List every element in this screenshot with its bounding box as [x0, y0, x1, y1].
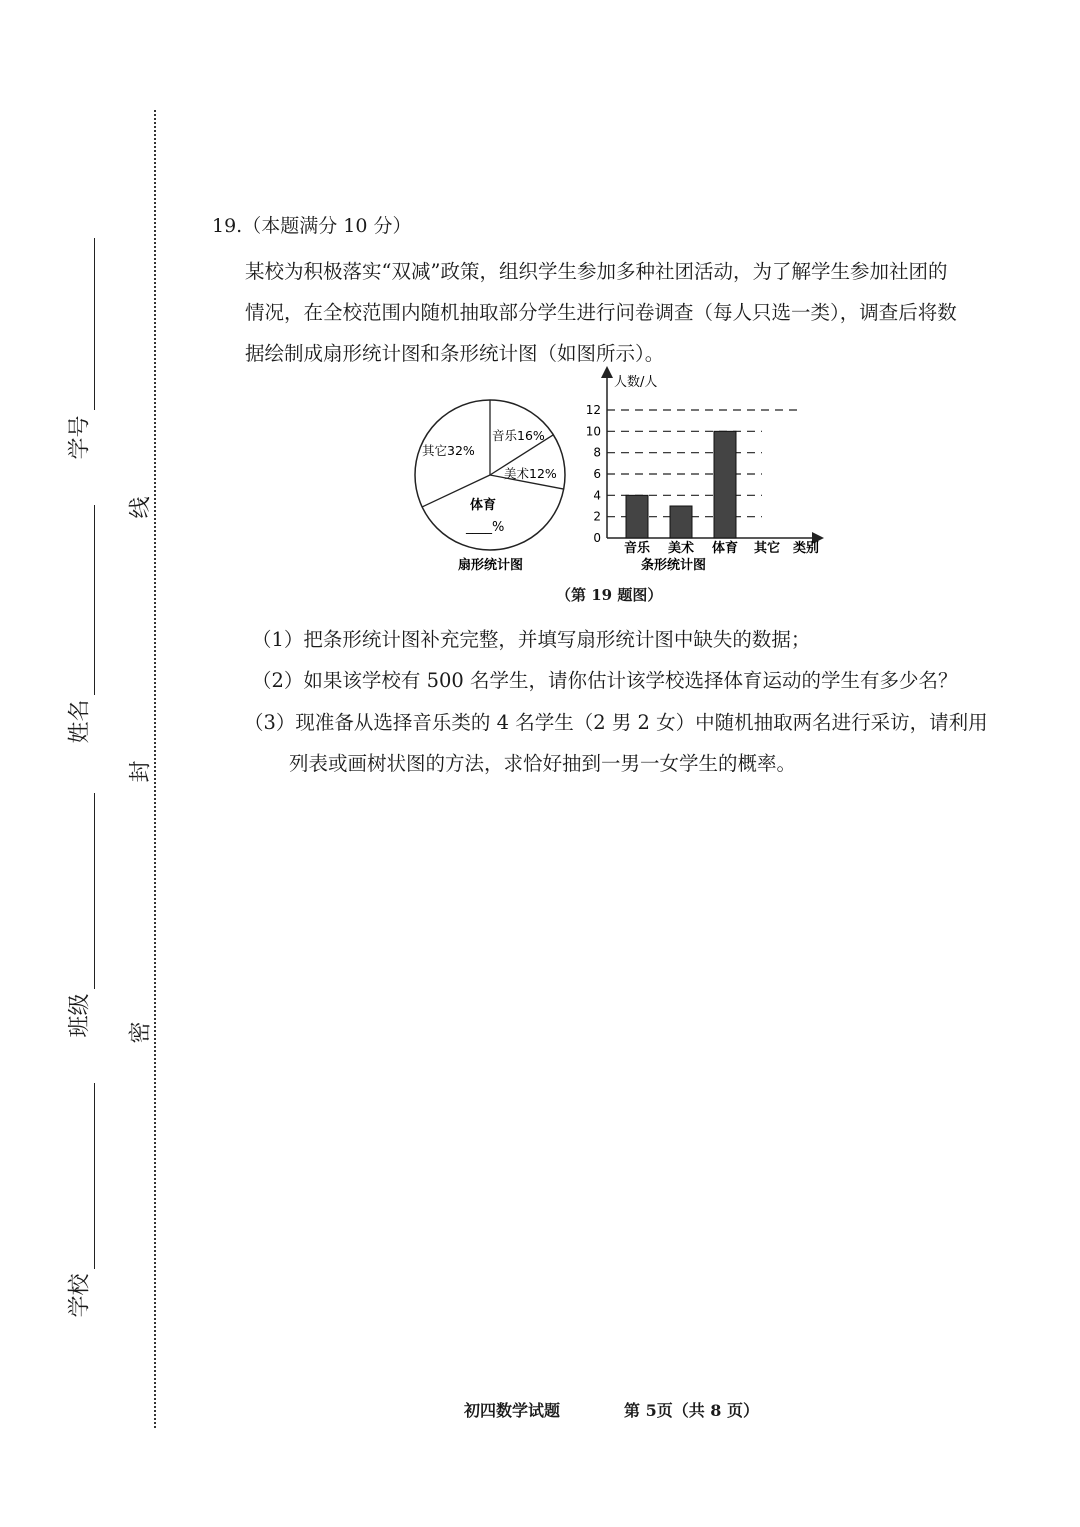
figure-caption: （第 19 题图）: [556, 586, 663, 604]
field-name-line[interactable]: [94, 505, 95, 695]
field-class-label: 班级: [67, 993, 93, 1038]
field-student-id-line[interactable]: [94, 238, 95, 410]
pie-label-yinyue: 音乐16%: [492, 428, 545, 443]
pie-chart-title: 扇形统计图: [458, 558, 524, 573]
bar-x-axis-label: 类别: [793, 541, 820, 556]
binding-mark-xian: 线: [128, 496, 154, 519]
bar-x-tick-label: 音乐: [623, 541, 651, 556]
pie-chart: [400, 395, 580, 580]
footer-subject: 初四数学试题: [464, 1401, 561, 1420]
bar-x-tick-label: 其它: [753, 541, 781, 556]
bar-y-tick-label: 4: [593, 488, 601, 503]
bar-y-tick-label: 12: [585, 403, 601, 417]
binding-mark-mi: 密: [128, 1021, 154, 1044]
bar-y-tick-label: 10: [585, 424, 601, 439]
field-school-line[interactable]: [94, 1083, 95, 1269]
bar-1: [670, 506, 692, 538]
field-student-id-label: 学号: [67, 415, 93, 460]
bar-y-tick-label: 2: [593, 509, 601, 524]
bar-chart: [580, 366, 840, 578]
bar-0: [626, 495, 648, 538]
question-intro: [245, 251, 1015, 374]
intro-line: 情况，在全校范围内随机抽取部分学生进行问卷调查（每人只选一类），调查后将数: [245, 301, 957, 324]
bar-chart-title: 条形统计图: [641, 558, 707, 573]
pie-label-tiyu: 体育: [470, 498, 497, 513]
question-header: [212, 211, 411, 238]
field-school-label: 学校: [67, 1273, 93, 1318]
bar-x-tick-label: 体育: [711, 541, 739, 556]
footer-page-number: 第 5页（共 8 页）: [624, 1401, 759, 1420]
question-score-note: （本题满分 10 分）: [242, 215, 412, 237]
bar-2: [714, 431, 736, 538]
bar-y-axis-label: 人数/人: [614, 375, 658, 390]
field-class-line[interactable]: [94, 793, 95, 989]
binding-mark-feng: 封: [128, 760, 154, 783]
question-number: 19.: [212, 215, 243, 237]
part-2: （2）如果该学校有 500 名学生，请你估计该学校选择体育运动的学生有多少名？: [252, 669, 958, 692]
part-1: （1）把条形统计图补充完整，并填写扇形统计图中缺失的数据；: [252, 628, 811, 651]
part-3-continuation: 列表或画树状图的方法，求恰好抽到一男一女学生的概率。: [289, 752, 797, 775]
bar-y-tick-label: 6: [593, 467, 601, 481]
part-3: （3）现准备从选择音乐类的 4 名学生（2 男 2 女）中随机抽取两名进行采访，请利用: [244, 711, 988, 734]
intro-line: 某校为积极落实“双减”政策，组织学生参加多种社团活动，为了解学生参加社团的: [245, 260, 948, 283]
bar-y-tick-label: 8: [593, 445, 601, 460]
field-name-label: 姓名: [67, 699, 93, 744]
bar-x-tick-label: 美术: [667, 541, 695, 556]
bar-y-tick-label: 0: [593, 531, 601, 545]
pie-label-meishu: 美术12%: [504, 466, 557, 481]
pie-value-tiyu-blank: ____%: [466, 520, 505, 535]
pie-label-qita: 其它32%: [422, 443, 475, 458]
intro-line: 据绘制成扇形统计图和条形统计图（如图所示）。: [245, 342, 665, 365]
